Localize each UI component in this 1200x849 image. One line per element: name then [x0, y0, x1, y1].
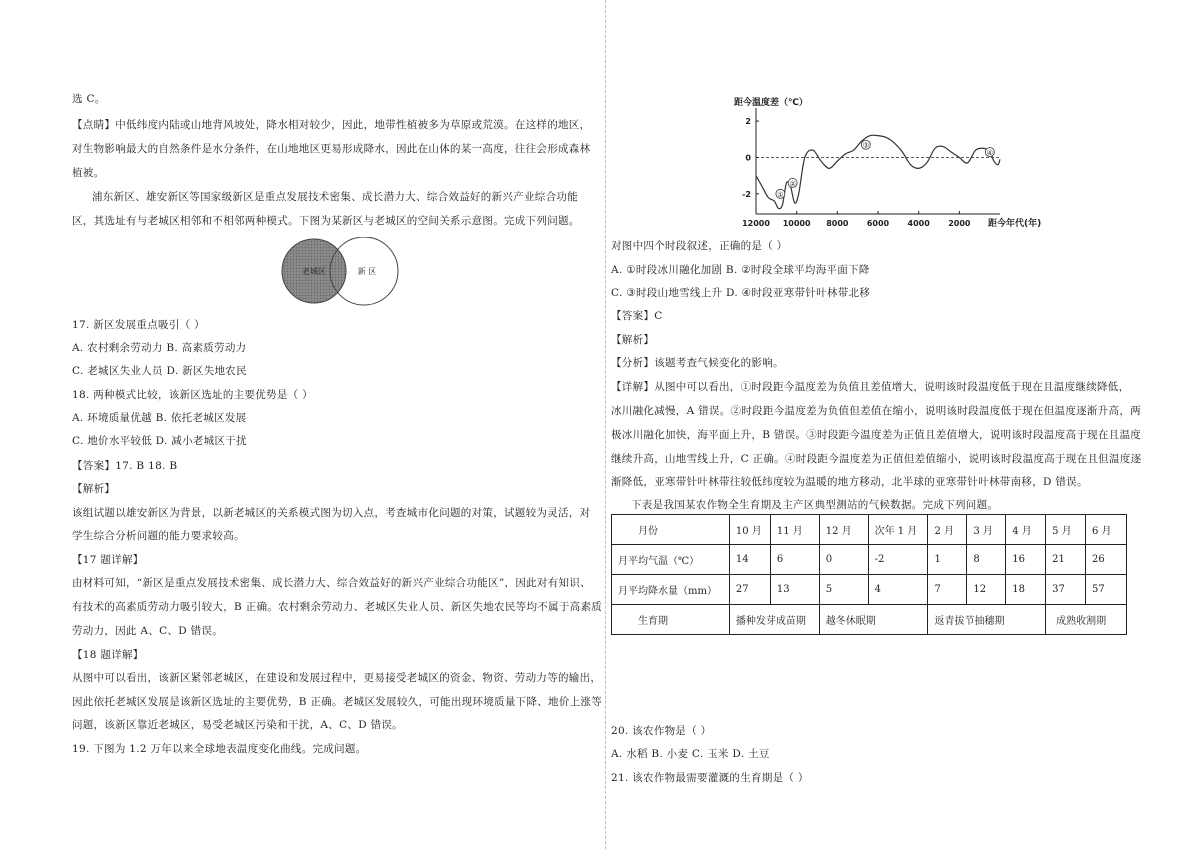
table-cell: 27 — [729, 575, 770, 605]
x-tick-label: 6000 — [866, 219, 890, 228]
new-district-label: 新 区 — [357, 267, 377, 276]
table-cell: 18 — [1006, 575, 1046, 605]
text-line: 因此依托老城区发展是该新区选址的主要优势，B 正确。老城区发展较久，可能出现环境质量下降、地价上涨等 — [72, 696, 603, 708]
climate-table — [611, 514, 1127, 635]
text-line: 学生综合分析问题的能力要求较高。 — [72, 530, 245, 542]
analysis-heading: 【解析】 — [611, 334, 655, 346]
text-line: 该组试题以雄安新区为背景，以新老城区的关系模式图为切入点，考查城市化问题的对策，试题较为灵活，对 — [72, 507, 591, 519]
text-line: 问题，该新区靠近老城区，易受老城区污染和干扰，A、C、D 错误。 — [72, 719, 403, 731]
table-cell: 11 月 — [770, 515, 819, 545]
section-heading: 【18 题详解】 — [72, 649, 144, 661]
table-cell: 1 — [928, 545, 967, 575]
text-line: 劳动力，因此 A、C、D 错误。 — [72, 625, 224, 637]
table-row — [612, 545, 1127, 575]
table-cell: 播种发芽成苗期 — [729, 605, 819, 635]
period-marker-label: ① — [777, 190, 784, 199]
answer-line: 【答案】17. B 18. B — [72, 460, 178, 472]
table-cell: 37 — [1046, 575, 1086, 605]
analysis-heading: 【解析】 — [72, 483, 116, 495]
option-line: A. 环境质量优越 B. 依托老城区发展 — [72, 412, 247, 424]
table-cell: 10 月 — [729, 515, 770, 545]
question-18: 18. 两种模式比较，该新区选址的主要优势是（ ） — [72, 389, 313, 401]
table-cell: 21 — [1046, 545, 1086, 575]
table-cell: 5 月 — [1046, 515, 1086, 545]
option-line: A. ①时段冰川融化加剧 B. ②时段全球平均海平面下降 — [611, 264, 870, 276]
text-line: 从图中可以看出，该新区紧邻老城区，在建设和发展过程中，更易接受老城区的资金、物资、劳动力等的输出， — [72, 672, 602, 684]
table-row — [612, 575, 1127, 605]
table-cell: 越冬休眠期 — [819, 605, 928, 635]
text-line: 继续升高，山地雪线上升，C 正确。④时段距今温度差为正值但差值缩小，说明该时段温度高于现在且但温度逐 — [611, 453, 1142, 465]
table-cell: 57 — [1086, 575, 1127, 605]
y-tick-label: 2 — [745, 117, 751, 127]
table-cell: 成熟收割期 — [1046, 605, 1127, 635]
x-tick-label: 12000 — [742, 219, 770, 228]
question-21: 21. 该农作物最需要灌溉的生育期是（ ） — [611, 772, 809, 784]
text-line: 植被。 — [72, 167, 105, 179]
x-tick-label: 4000 — [907, 219, 930, 228]
table-cell: 次年 1 月 — [868, 515, 928, 545]
text-line: 下表是我国某农作物全生育期及主产区典型测站的气候数据。完成下列问题。 — [631, 499, 999, 511]
text-line: 极冰川融化加快，海平面上升，B 错误。③时段距今温度差为正值且差值增大，说明该时段温度高于现在且温度 — [611, 429, 1142, 441]
text-line: 冰川融化减慢，A 错误。②时段距今温度差为负值但差值在缩小，说明该时段温度低于现在但温度逐渐升高，两 — [611, 405, 1141, 417]
text-line: 区，其选址有与老城区相邻和不相邻两种模式。下图为某新区与老城区的空间关系示意图。完成下列问题。 — [72, 215, 580, 227]
table-cell: 3 月 — [967, 515, 1006, 545]
text-line: 【点睛】中低纬度内陆或山地背风坡处，降水相对较少，因此，地带性植被多为草原或荒漠。在这样的地区， — [72, 119, 591, 131]
option-line: A. 农村剩余劳动力 B. 高素质劳动力 — [72, 342, 247, 354]
option-line: C. 老城区失业人员 D. 新区失地农民 — [72, 365, 247, 377]
table-cell: 6 月 — [1086, 515, 1127, 545]
table-cell: 返青拔节抽穗期 — [928, 605, 1046, 635]
section-heading: 【17 题详解】 — [72, 554, 144, 566]
option-line: C. ③时段山地雪线上升 D. ④时段亚寒带针叶林带北移 — [611, 287, 871, 299]
option-line: C. 地价水平较低 D. 减小老城区干扰 — [72, 435, 247, 447]
period-marker-label: ③ — [862, 141, 869, 150]
table-cell: 6 — [770, 545, 819, 575]
table-cell: 4 月 — [1006, 515, 1046, 545]
question-19: 19. 下图为 1.2 万年以来全球地表温度变化曲线。完成问题。 — [72, 743, 367, 755]
text-line: 【分析】该题考查气候变化的影响。 — [611, 357, 784, 369]
y-tick-label: -2 — [742, 189, 751, 199]
table-cell: 12 — [967, 575, 1006, 605]
old-city-label: 老城区 — [302, 267, 326, 276]
table-cell: 生育期 — [612, 605, 730, 635]
text-line: 浦东新区、雄安新区等国家级新区是重点发展技术密集、成长潜力大、综合效益好的新兴产业综合功能 — [92, 191, 578, 203]
period-marker-label: ② — [789, 179, 796, 188]
table-cell: 2 月 — [928, 515, 967, 545]
option-line: A. 水稻 B. 小麦 C. 玉米 D. 土豆 — [611, 748, 770, 760]
period-marker-label: ④ — [986, 149, 993, 157]
table-cell: 16 — [1006, 545, 1046, 575]
table-cell: 26 — [1086, 545, 1127, 575]
table-cell: 4 — [868, 575, 928, 605]
question-17: 17. 新区发展重点吸引（ ） — [72, 319, 205, 331]
text-line: 有技术的高素质劳动力吸引较大，B 正确。农村剩余劳动力、老城区失业人员、新区失地农民等均不属于高素质 — [72, 601, 603, 613]
text-line: 【详解】从图中可以看出，①时段距今温度差为负值且差值增大，说明该时段温度低于现在且温度继续降低， — [611, 381, 1130, 393]
text-line: 对生物影响最大的自然条件是水分条件，在山地地区更易形成降水，因此在山体的某一高度，往往会形成森林 — [72, 143, 591, 155]
x-axis-label: 距今年代(年) — [988, 219, 1042, 229]
question-20: 20. 该农作物是（ ） — [611, 725, 712, 737]
table-cell: 7 — [928, 575, 967, 605]
table-cell: 8 — [967, 545, 1006, 575]
x-tick-label: 2000 — [948, 219, 971, 228]
column-divider — [605, 0, 606, 849]
y-axis-label: 距今温度差（℃） — [734, 98, 808, 108]
table-cell: 12 月 — [819, 515, 868, 545]
text-line: 渐降低，亚寒带针叶林带往较低纬度较为温暖的地方移动，北半球的亚寒带针叶林带南移，D 错误。 — [611, 476, 1088, 488]
x-tick-label: 8000 — [826, 219, 849, 228]
answer-line: 【答案】C — [611, 310, 663, 322]
left-column — [72, 0, 603, 849]
right-column — [611, 0, 1142, 849]
venn-diagram — [277, 237, 407, 309]
table-cell: 月份 — [612, 515, 730, 545]
text-line: 由材料可知，“新区是重点发展技术密集、成长潜力大、综合效益好的新兴产业综合功能区”，因此对有知识、 — [72, 577, 591, 589]
table-row — [612, 515, 1127, 545]
table-cell: 13 — [770, 575, 819, 605]
table-row — [612, 605, 1127, 635]
table-cell: 0 — [819, 545, 868, 575]
table-cell: 5 — [819, 575, 868, 605]
text-line: 选 C。 — [72, 93, 106, 105]
question-19-stem: 对图中四个时段叙述，正确的是（ ） — [611, 240, 788, 252]
table-cell: 14 — [729, 545, 770, 575]
table-cell: -2 — [868, 545, 928, 575]
y-tick-label: 0 — [745, 153, 751, 163]
table-cell: 月平均降水量（mm） — [612, 575, 730, 605]
x-tick-label: 10000 — [782, 219, 811, 228]
table-cell: 月平均气温（℃） — [612, 545, 730, 575]
